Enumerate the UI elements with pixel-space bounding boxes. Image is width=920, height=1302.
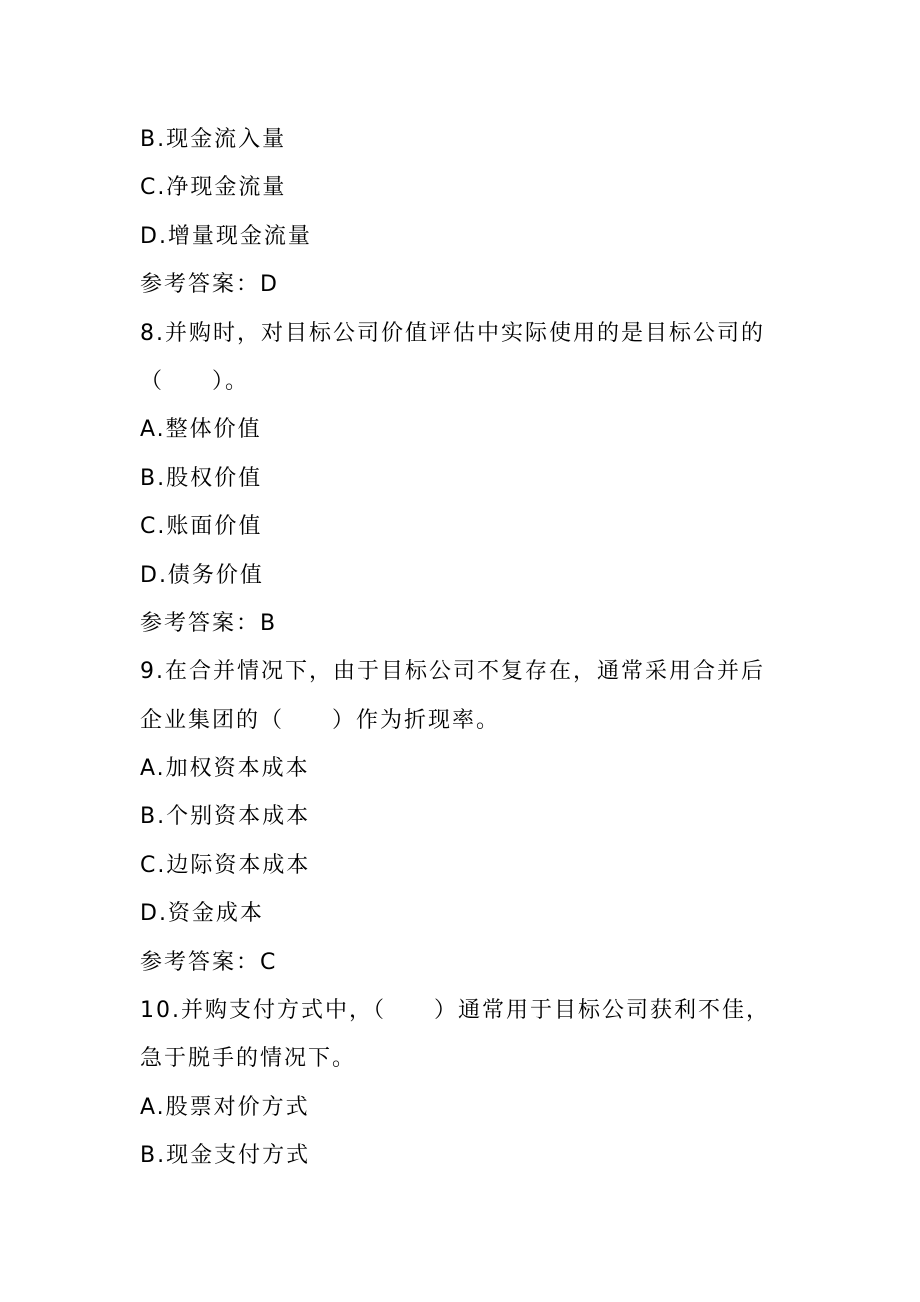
option-b-q9: B.个别资本成本 bbox=[140, 804, 311, 830]
answer-q8: 参考答案：B bbox=[140, 610, 278, 636]
option-d-q9: D.资金成本 bbox=[140, 901, 264, 927]
question-8-line-2: （ ）。 bbox=[140, 368, 250, 394]
option-d-q8: D.债务价值 bbox=[140, 562, 264, 588]
option-c-q9: C.边际资本成本 bbox=[140, 852, 311, 878]
question-9-line-1: 9.在合并情况下，由于目标公司不复存在，通常采用合并后 bbox=[140, 659, 765, 685]
option-b-q10: B.现金支付方式 bbox=[140, 1143, 311, 1169]
option-b-q8: B.股权价值 bbox=[140, 465, 263, 491]
option-b-q7: B.现金流入量 bbox=[140, 127, 287, 152]
question-10-line-2: 急于脱手的情况下。 bbox=[140, 1046, 357, 1072]
option-a-q9: A.加权资本成本 bbox=[140, 756, 310, 782]
question-9-line-2: 企业集团的（ ）作为折现率。 bbox=[140, 707, 501, 733]
option-a-q8: A.整体价值 bbox=[140, 417, 262, 443]
option-d-q7: D.增量现金流量 bbox=[140, 223, 312, 249]
document-page bbox=[140, 116, 800, 1181]
question-10-line-1: 10.并购支付方式中，（ ）通常用于目标公司获利不佳， bbox=[140, 998, 770, 1024]
answer-q9: 参考答案：C bbox=[140, 949, 278, 975]
question-8-line-1: 8.并购时，对目标公司价值评估中实际使用的是目标公司的 bbox=[140, 320, 765, 346]
option-c-q7: C.净现金流量 bbox=[140, 175, 287, 201]
option-c-q8: C.账面价值 bbox=[140, 514, 263, 540]
answer-q7: 参考答案：D bbox=[140, 272, 279, 298]
option-a-q10: A.股票对价方式 bbox=[140, 1094, 310, 1120]
